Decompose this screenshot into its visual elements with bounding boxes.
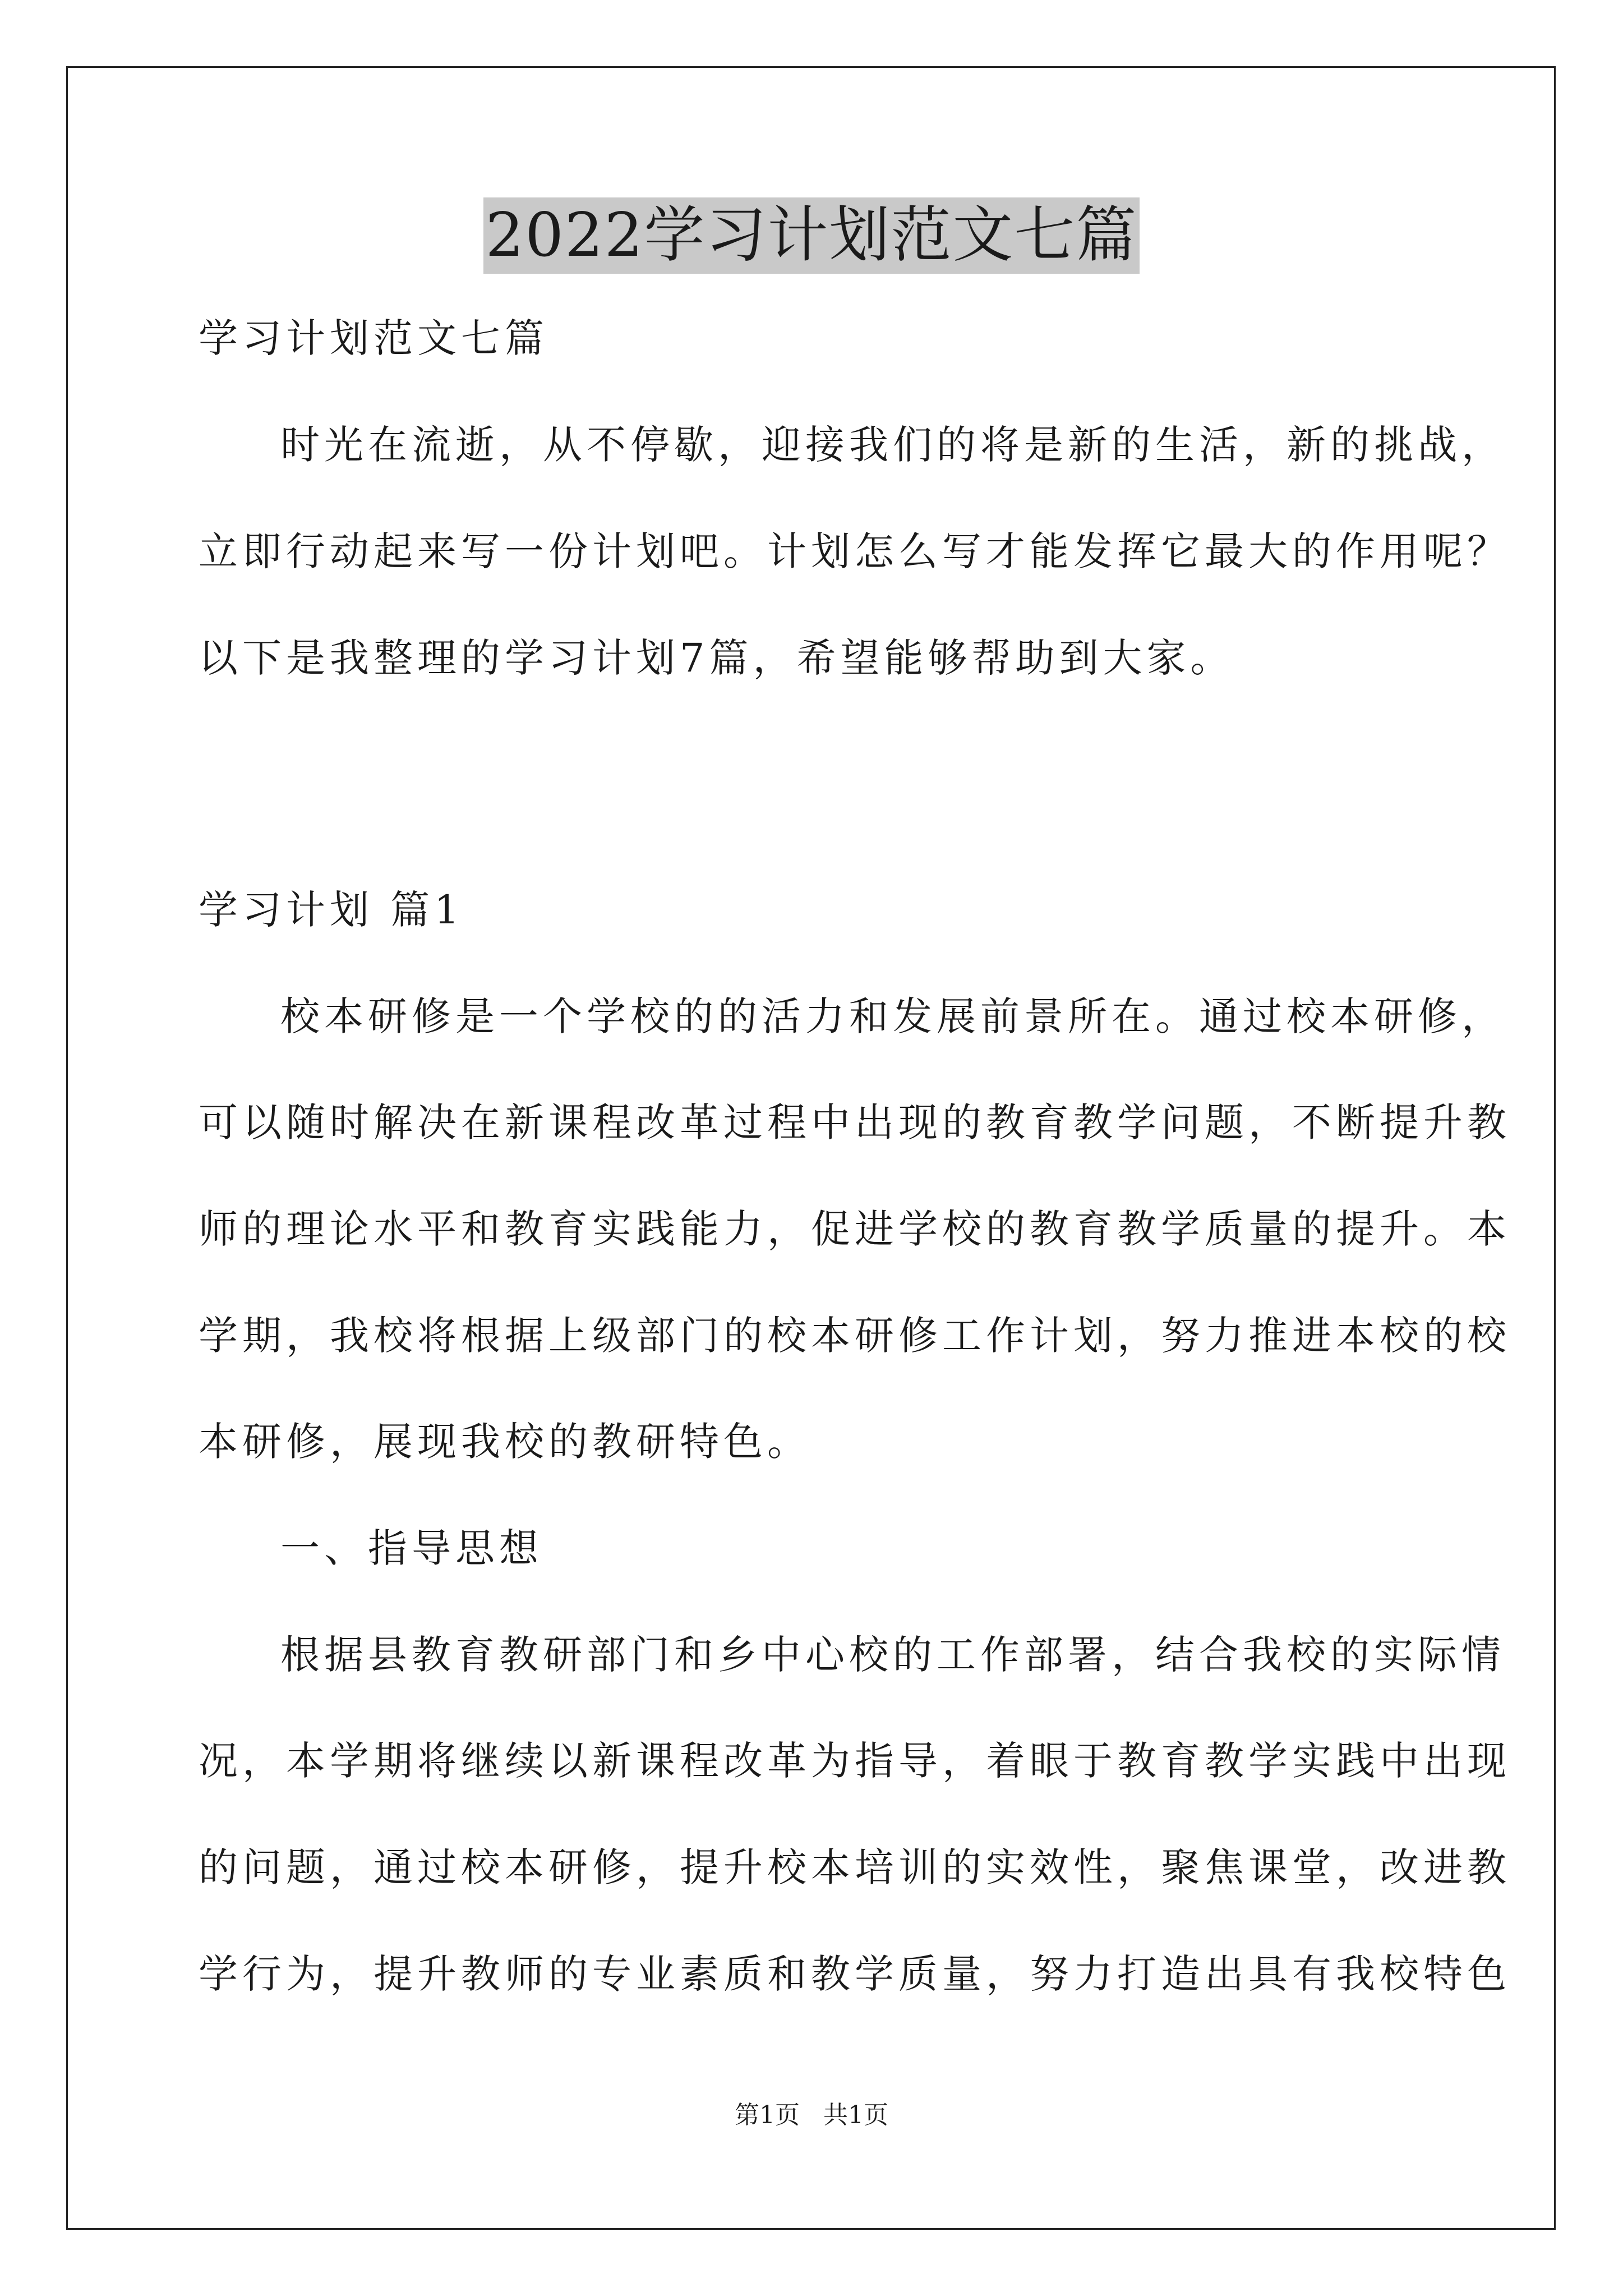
page-number: 第1页 共1页: [735, 2101, 888, 2129]
paragraph-line: 本研修，展现我校的教研特色。: [199, 1419, 811, 1465]
intro-line: 以下是我整理的学习计划7篇，希望能够帮助到大家。: [199, 635, 1234, 681]
document-subtitle: 学习计划范文七篇: [199, 315, 548, 361]
paragraph-line: 师的理论水平和教育实践能力，促进学校的教育教学质量的提升。本: [199, 1206, 1511, 1252]
paragraph-line: 可以随时解决在新课程改革过程中出现的教育教学问题，不断提升教: [199, 1099, 1511, 1145]
intro-line: 时光在流逝，从不停歇，迎接我们的将是新的生活，新的挑战，: [280, 422, 1505, 468]
paragraph-line: 根据县教育教研部门和乡中心校的工作部署，结合我校的实际情: [280, 1632, 1505, 1678]
section-heading: 学习计划 篇1: [199, 887, 464, 933]
subheading: 一、指导思想: [280, 1525, 543, 1571]
title-container: [0, 197, 1623, 274]
paragraph-line: 学行为，提升教师的专业素质和教学质量，努力打造出具有我校特色: [199, 1951, 1511, 1997]
page-border: [66, 66, 1556, 2230]
document-title: 2022学习计划范文七篇: [483, 197, 1140, 274]
paragraph-line: 学期，我校将根据上级部门的校本研修工作计划，努力推进本校的校: [199, 1313, 1511, 1359]
intro-line: 立即行动起来写一份计划吧。计划怎么写才能发挥它最大的作用呢？: [199, 528, 1511, 574]
paragraph-line: 的问题，通过校本研修，提升校本培训的实效性，聚焦课堂，改进教: [199, 1844, 1511, 1890]
paragraph-line: 校本研修是一个学校的的活力和发展前景所在。通过校本研修，: [280, 993, 1505, 1039]
paragraph-line: 况，本学期将继续以新课程改革为指导，着眼于教育教学实践中出现: [199, 1738, 1511, 1784]
